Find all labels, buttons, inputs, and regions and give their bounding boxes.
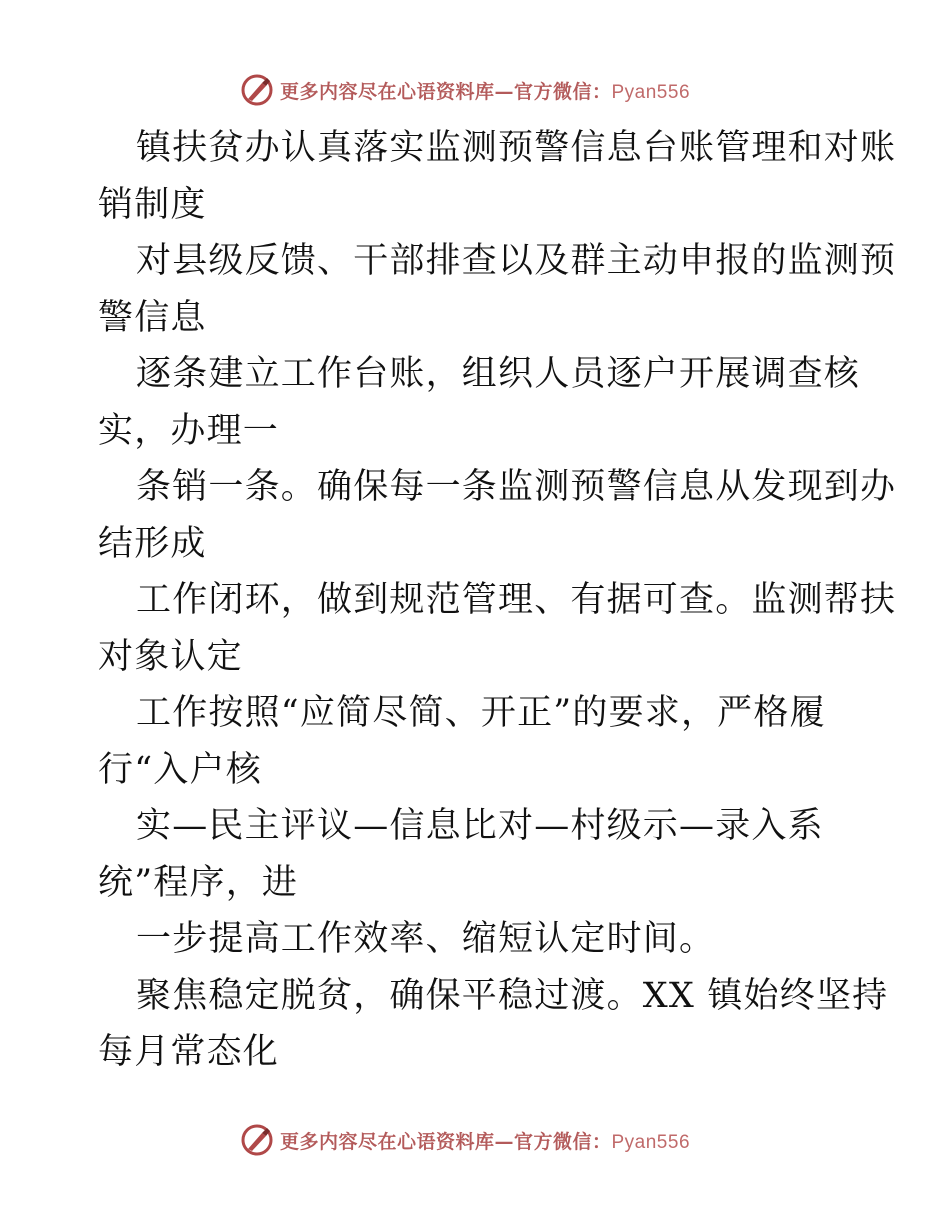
text-line: 聚焦稳定脱贫，确保平稳过渡。XX 镇始终坚持 (136, 975, 889, 1016)
watermark-wechat-label: 官方微信： (513, 80, 612, 103)
text-line: 每月常态化 (98, 1032, 280, 1072)
watermark-separator: — (494, 80, 514, 103)
watermark-wechat-id: Pyan556 (611, 81, 691, 103)
watermark-separator: — (494, 1130, 514, 1153)
watermark-text (280, 1127, 690, 1154)
watermark-wechat-label: 官方微信： (513, 1130, 612, 1153)
text-line: 镇扶贫办认真落实监测预警信息台账管理和对账 (136, 128, 897, 168)
watermark-main: 更多内容尽在心语资料库 (279, 1130, 495, 1153)
text-line: 统”程序，进 (98, 862, 299, 903)
footer-watermark (0, 1120, 950, 1160)
text-line: 实，办理一 (98, 410, 280, 451)
watermark-text (280, 77, 690, 104)
text-line: 实—民主评议—信息比对—村级示—录入系 (136, 806, 824, 846)
pen-logo-icon (240, 73, 274, 107)
pen-logo-icon (240, 1123, 274, 1157)
text-line: 逐条建立工作台账，组织人员逐户开展调查核 (136, 354, 861, 394)
text-line: 对县级反馈、干部排查以及群主动申报的监测预 (136, 241, 897, 281)
text-line: 工作闭环，做到规范管理、有据可查。监测帮扶 (136, 580, 897, 620)
text-line: 对象认定 (98, 636, 243, 677)
text-line: 销制度 (98, 184, 207, 225)
text-line: 行“入户核 (98, 749, 262, 790)
watermark-wechat-id: Pyan556 (611, 1131, 691, 1153)
watermark-main: 更多内容尽在心语资料库 (279, 80, 495, 103)
document-body (98, 120, 897, 1081)
text-line: 警信息 (98, 297, 207, 338)
text-line: 一步提高工作效率、缩短认定时间。 (136, 919, 716, 959)
text-line: 工作按照“应简尽简、开正”的要求，严格履 (136, 693, 826, 733)
header-watermark (0, 70, 950, 110)
text-line: 结形成 (98, 523, 207, 564)
text-line: 条销一条。确保每一条监测预警信息从发现到办 (136, 467, 897, 507)
